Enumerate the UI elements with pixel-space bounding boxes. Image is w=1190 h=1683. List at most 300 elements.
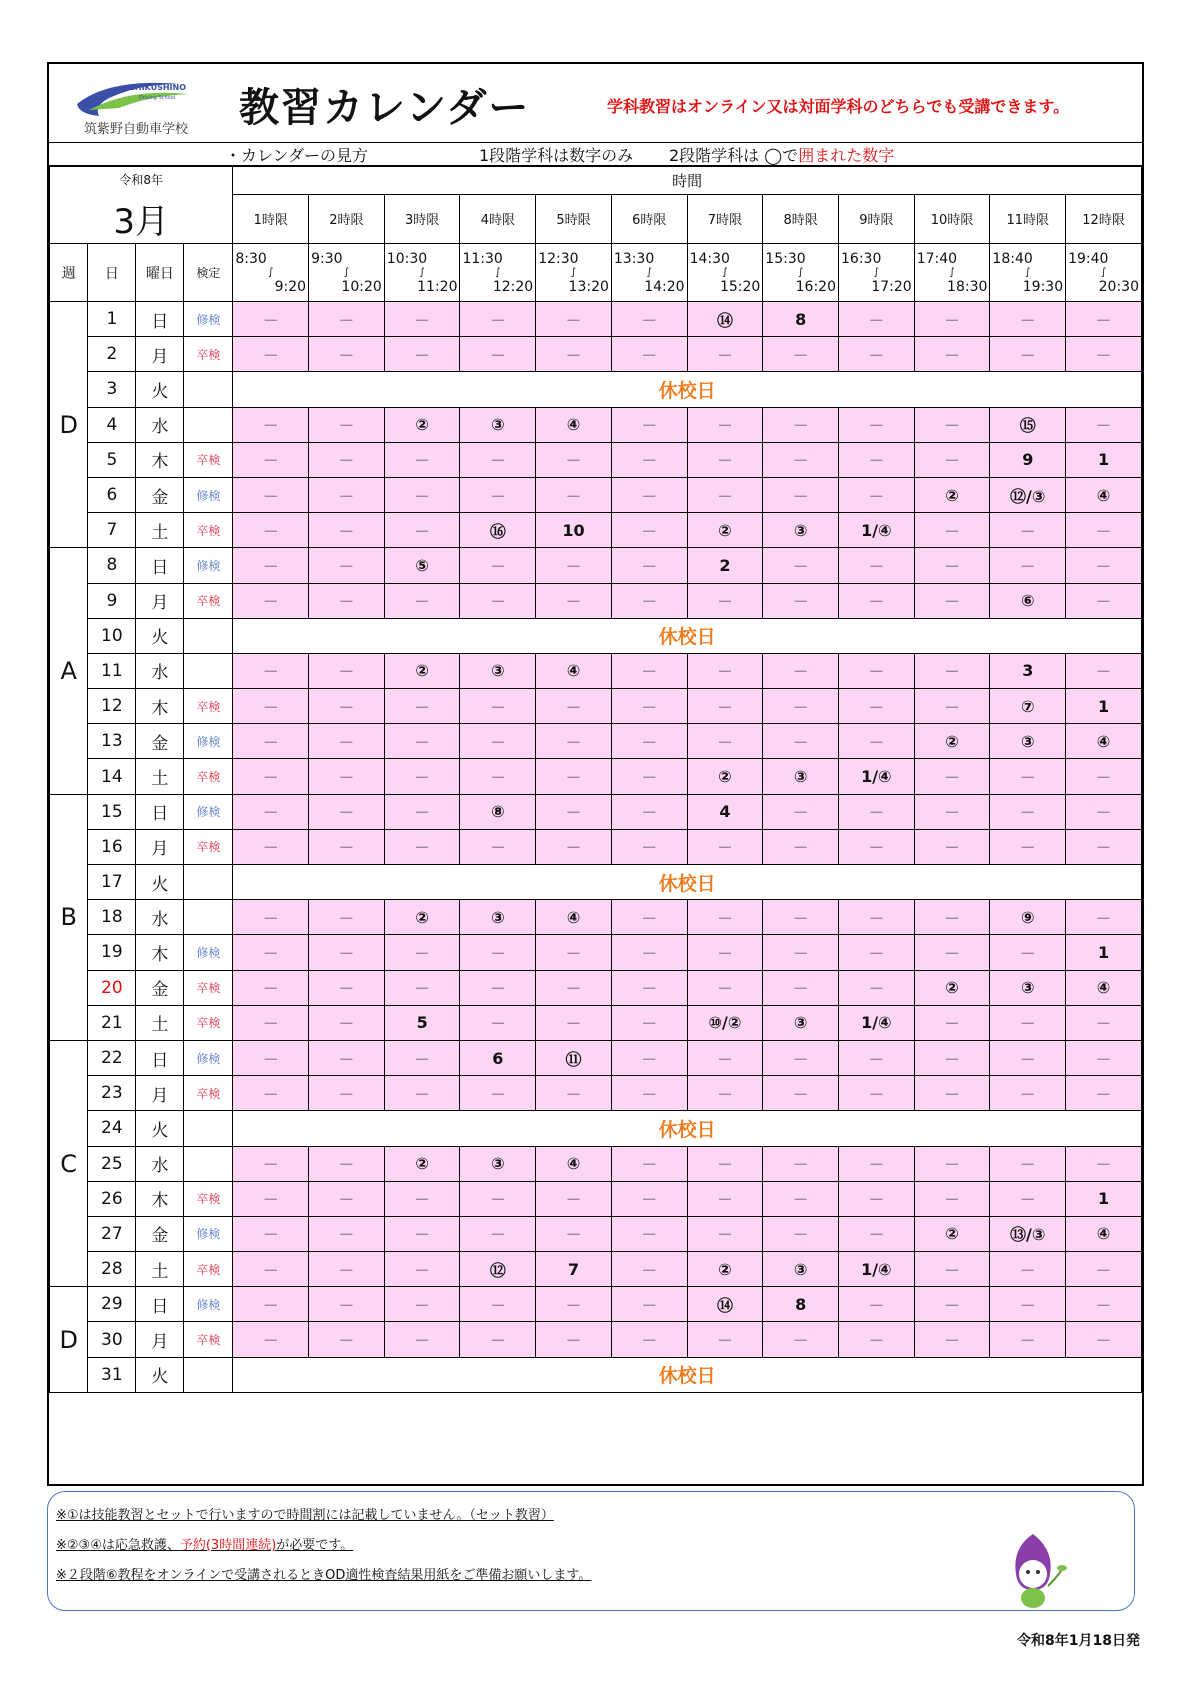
time-range-8 bbox=[763, 244, 839, 302]
week-label: B bbox=[50, 794, 88, 1040]
day-number: 16 bbox=[88, 829, 136, 864]
lesson-cell: － bbox=[460, 1287, 536, 1322]
exam-type: 卒検 bbox=[184, 759, 233, 794]
lesson-cell: － bbox=[839, 689, 915, 724]
time-tilde: ∫ bbox=[646, 266, 652, 278]
lesson-cell: － bbox=[1066, 407, 1142, 442]
lesson-cell: － bbox=[763, 829, 839, 864]
lesson-cell: － bbox=[536, 1005, 612, 1040]
lesson-cell: － bbox=[1066, 829, 1142, 864]
day-number: 21 bbox=[88, 1005, 136, 1040]
lesson-cell: － bbox=[763, 548, 839, 583]
lesson-cell: － bbox=[309, 477, 385, 512]
table-row bbox=[50, 477, 1142, 512]
lesson-cell: － bbox=[309, 653, 385, 688]
lesson-cell: － bbox=[687, 407, 763, 442]
week-label: C bbox=[50, 1040, 88, 1286]
table-row bbox=[50, 337, 1142, 372]
lesson-cell: － bbox=[839, 583, 915, 618]
footnote-2-b: が必要です。 bbox=[276, 1538, 354, 1553]
lesson-cell: － bbox=[763, 477, 839, 512]
exam-type: 卒検 bbox=[184, 829, 233, 864]
lesson-cell: ② bbox=[914, 724, 990, 759]
lesson-cell: － bbox=[914, 442, 990, 477]
col-check: 検定 bbox=[184, 244, 233, 302]
time-end: 17:20 bbox=[871, 278, 912, 295]
lesson-cell: － bbox=[1066, 900, 1142, 935]
lesson-cell: － bbox=[233, 1216, 309, 1251]
lesson-cell: ④ bbox=[1066, 1216, 1142, 1251]
era-label: 令和8年 bbox=[119, 173, 163, 187]
lesson-cell: － bbox=[839, 302, 915, 337]
lesson-cell: － bbox=[611, 724, 687, 759]
lesson-cell: 2 bbox=[687, 548, 763, 583]
lesson-cell: － bbox=[233, 1181, 309, 1216]
lesson-cell: ② bbox=[914, 970, 990, 1005]
exam-type: 修検 bbox=[184, 1040, 233, 1075]
period-header-1: 1時限 bbox=[233, 194, 309, 243]
lesson-cell: － bbox=[233, 442, 309, 477]
lesson-cell: － bbox=[233, 900, 309, 935]
lesson-cell: － bbox=[763, 583, 839, 618]
lesson-cell: － bbox=[611, 583, 687, 618]
lesson-cell: － bbox=[990, 548, 1066, 583]
time-tilde: ∫ bbox=[798, 266, 804, 278]
exam-type: 修検 bbox=[184, 302, 233, 337]
day-number: 31 bbox=[88, 1357, 136, 1392]
exam-type: 卒検 bbox=[184, 1076, 233, 1111]
day-number: 2 bbox=[88, 337, 136, 372]
exam-type: 卒検 bbox=[184, 1005, 233, 1040]
table-row bbox=[50, 1357, 1142, 1392]
lesson-cell: ③ bbox=[460, 900, 536, 935]
lesson-cell: － bbox=[687, 477, 763, 512]
lesson-cell: － bbox=[233, 759, 309, 794]
lesson-cell: － bbox=[536, 1216, 612, 1251]
lesson-cell: － bbox=[384, 302, 460, 337]
lesson-cell: － bbox=[460, 935, 536, 970]
time-end: 9:20 bbox=[274, 278, 307, 295]
exam-type: 卒検 bbox=[184, 513, 233, 548]
table-row bbox=[50, 1181, 1142, 1216]
day-of-week: 火 bbox=[136, 1357, 184, 1392]
lesson-cell: － bbox=[233, 513, 309, 548]
lesson-cell: － bbox=[309, 935, 385, 970]
exam-type bbox=[184, 372, 233, 407]
lesson-cell: － bbox=[309, 970, 385, 1005]
lesson-cell: － bbox=[536, 724, 612, 759]
exam-type bbox=[184, 407, 233, 442]
time-start: 11:30 bbox=[462, 250, 503, 267]
time-start: 13:30 bbox=[613, 250, 655, 267]
table-row bbox=[50, 935, 1142, 970]
day-of-week: 土 bbox=[136, 513, 184, 548]
table-row bbox=[50, 1040, 1142, 1075]
lesson-cell: － bbox=[384, 442, 460, 477]
lesson-cell: ⑬/③ bbox=[990, 1216, 1066, 1251]
day-of-week: 土 bbox=[136, 1252, 184, 1287]
lesson-cell: － bbox=[990, 1040, 1066, 1075]
day-of-week: 金 bbox=[136, 724, 184, 759]
lesson-cell: － bbox=[839, 1146, 915, 1181]
exam-type: 修検 bbox=[184, 724, 233, 759]
lesson-cell: － bbox=[990, 1322, 1066, 1357]
lesson-cell: 1 bbox=[1066, 1181, 1142, 1216]
lesson-cell: － bbox=[687, 653, 763, 688]
time-end: 14:20 bbox=[644, 278, 685, 295]
day-number: 18 bbox=[88, 900, 136, 935]
lesson-cell: － bbox=[611, 1146, 687, 1181]
lesson-cell: － bbox=[914, 1287, 990, 1322]
day-number: 9 bbox=[88, 583, 136, 618]
lesson-cell: － bbox=[763, 1076, 839, 1111]
exam-type: 卒検 bbox=[184, 970, 233, 1005]
lesson-cell: － bbox=[914, 900, 990, 935]
lesson-cell: － bbox=[611, 407, 687, 442]
lesson-cell: － bbox=[914, 1181, 990, 1216]
time-tilde: ∫ bbox=[570, 266, 577, 278]
lesson-cell: － bbox=[763, 935, 839, 970]
lesson-cell: ⑥ bbox=[990, 583, 1066, 618]
lesson-cell: ⑯ bbox=[460, 513, 536, 548]
lesson-cell: － bbox=[233, 407, 309, 442]
lesson-cell: ⑧ bbox=[460, 794, 536, 829]
lesson-cell: ② bbox=[384, 900, 460, 935]
lesson-cell: － bbox=[990, 1005, 1066, 1040]
lesson-cell: － bbox=[1066, 1005, 1142, 1040]
table-row bbox=[50, 513, 1142, 548]
lesson-cell: ③ bbox=[763, 759, 839, 794]
lesson-cell: － bbox=[687, 900, 763, 935]
table-row bbox=[50, 442, 1142, 477]
day-number: 7 bbox=[88, 513, 136, 548]
day-of-week: 土 bbox=[136, 759, 184, 794]
lesson-cell: － bbox=[914, 829, 990, 864]
lesson-cell: － bbox=[1066, 794, 1142, 829]
legend-stage2-prefix: 2段階学科は ◯で bbox=[669, 146, 799, 165]
day-number: 27 bbox=[88, 1216, 136, 1251]
lesson-cell: ⑮ bbox=[990, 407, 1066, 442]
lesson-cell: － bbox=[384, 724, 460, 759]
exam-type bbox=[184, 865, 233, 900]
lesson-cell: － bbox=[763, 794, 839, 829]
lesson-cell: － bbox=[536, 970, 612, 1005]
lesson-cell: － bbox=[309, 1146, 385, 1181]
lesson-cell: － bbox=[233, 1005, 309, 1040]
period-header-11: 11時限 bbox=[990, 194, 1066, 243]
lesson-cell: － bbox=[309, 759, 385, 794]
lesson-cell: － bbox=[611, 477, 687, 512]
lesson-cell: ④ bbox=[1066, 970, 1142, 1005]
lesson-cell: 6 bbox=[460, 1040, 536, 1075]
time-end: 10:20 bbox=[341, 278, 382, 295]
time-end: 12:20 bbox=[492, 278, 534, 295]
exam-type: 卒検 bbox=[184, 1322, 233, 1357]
day-number: 12 bbox=[88, 689, 136, 724]
period-header-5: 5時限 bbox=[536, 194, 612, 243]
page-title: 教習カレンダー bbox=[239, 85, 531, 131]
day-number: 23 bbox=[88, 1076, 136, 1111]
time-start: 15:30 bbox=[765, 250, 806, 267]
day-number: 30 bbox=[88, 1322, 136, 1357]
lesson-cell: － bbox=[536, 759, 612, 794]
lesson-cell: － bbox=[914, 1322, 990, 1357]
closed-day: 休校日 bbox=[233, 1357, 1142, 1392]
lesson-cell: ⑫ bbox=[460, 1252, 536, 1287]
day-of-week: 木 bbox=[136, 442, 184, 477]
exam-type bbox=[184, 1111, 233, 1146]
lesson-cell: － bbox=[611, 1181, 687, 1216]
day-number: 24 bbox=[88, 1111, 136, 1146]
day-number: 8 bbox=[88, 548, 136, 583]
lesson-cell: － bbox=[914, 513, 990, 548]
lesson-cell: － bbox=[460, 829, 536, 864]
lesson-cell: － bbox=[1066, 513, 1142, 548]
period-header-12: 12時限 bbox=[1066, 194, 1142, 243]
lesson-cell: ⑩/② bbox=[687, 1005, 763, 1040]
lesson-cell: － bbox=[309, 407, 385, 442]
day-of-week: 水 bbox=[136, 1146, 184, 1181]
lesson-cell: － bbox=[1066, 1076, 1142, 1111]
period-header-7: 7時限 bbox=[687, 194, 763, 243]
time-start: 17:40 bbox=[916, 250, 958, 267]
lesson-cell: ② bbox=[687, 1252, 763, 1287]
day-of-week: 月 bbox=[136, 583, 184, 618]
lesson-cell: － bbox=[384, 1076, 460, 1111]
day-of-week: 月 bbox=[136, 1322, 184, 1357]
lesson-cell: － bbox=[763, 1146, 839, 1181]
time-end: 11:20 bbox=[417, 278, 458, 295]
period-header-6: 6時限 bbox=[611, 194, 687, 243]
day-number: 4 bbox=[88, 407, 136, 442]
lesson-cell: － bbox=[611, 653, 687, 688]
lesson-cell: － bbox=[763, 653, 839, 688]
lesson-cell: － bbox=[763, 407, 839, 442]
lesson-cell: 8 bbox=[763, 302, 839, 337]
lesson-cell: ③ bbox=[990, 970, 1066, 1005]
time-range-12 bbox=[1066, 244, 1142, 302]
lesson-cell: － bbox=[536, 935, 612, 970]
day-number: 17 bbox=[88, 865, 136, 900]
day-of-week: 日 bbox=[136, 548, 184, 583]
lesson-cell: － bbox=[460, 1181, 536, 1216]
lesson-cell: － bbox=[687, 1181, 763, 1216]
lesson-cell: ③ bbox=[460, 1146, 536, 1181]
exam-type bbox=[184, 1357, 233, 1392]
lesson-cell: ② bbox=[914, 477, 990, 512]
lesson-cell: 4 bbox=[687, 794, 763, 829]
day-of-week: 火 bbox=[136, 1111, 184, 1146]
day-of-week: 金 bbox=[136, 477, 184, 512]
lesson-cell: ⑫/③ bbox=[990, 477, 1066, 512]
lesson-cell: ② bbox=[384, 407, 460, 442]
table-row bbox=[50, 865, 1142, 900]
footnote-2-red: 予約(3時間連続) bbox=[179, 1538, 277, 1553]
lesson-cell: － bbox=[914, 583, 990, 618]
day-number: 5 bbox=[88, 442, 136, 477]
lesson-cell: － bbox=[914, 1076, 990, 1111]
time-start: 9:30 bbox=[311, 250, 343, 267]
day-number: 1 bbox=[88, 302, 136, 337]
time-end: 15:20 bbox=[719, 278, 761, 295]
day-of-week: 木 bbox=[136, 935, 184, 970]
lesson-cell: － bbox=[309, 900, 385, 935]
lesson-cell: － bbox=[611, 442, 687, 477]
day-of-week: 日 bbox=[136, 1287, 184, 1322]
lesson-cell: － bbox=[990, 794, 1066, 829]
day-number: 14 bbox=[88, 759, 136, 794]
day-of-week: 金 bbox=[136, 1216, 184, 1251]
lesson-cell: － bbox=[309, 1005, 385, 1040]
table-row bbox=[50, 1111, 1142, 1146]
lesson-cell: － bbox=[536, 477, 612, 512]
lesson-cell: ⑭ bbox=[687, 1287, 763, 1322]
lesson-cell: － bbox=[536, 548, 612, 583]
lesson-cell: － bbox=[990, 1146, 1066, 1181]
day-of-week: 日 bbox=[136, 1040, 184, 1075]
lesson-cell: － bbox=[309, 1287, 385, 1322]
lesson-cell: － bbox=[990, 1076, 1066, 1111]
lesson-cell: － bbox=[233, 1287, 309, 1322]
lesson-cell: － bbox=[763, 1216, 839, 1251]
lesson-cell: － bbox=[914, 1252, 990, 1287]
exam-type bbox=[184, 618, 233, 653]
lesson-cell: － bbox=[914, 1146, 990, 1181]
lesson-cell: － bbox=[460, 1216, 536, 1251]
lesson-cell: － bbox=[1066, 583, 1142, 618]
time-end: 20:30 bbox=[1098, 278, 1139, 295]
lesson-cell: － bbox=[384, 829, 460, 864]
legend-how-to: ・カレンダーの見方 bbox=[225, 146, 368, 165]
lesson-cell: － bbox=[990, 337, 1066, 372]
table-row bbox=[50, 759, 1142, 794]
lesson-cell: － bbox=[233, 794, 309, 829]
lesson-cell: － bbox=[687, 1322, 763, 1357]
lesson-cell: － bbox=[536, 583, 612, 618]
lesson-cell: 1/④ bbox=[839, 513, 915, 548]
time-tilde: ∫ bbox=[343, 266, 350, 278]
lesson-cell: － bbox=[687, 935, 763, 970]
lesson-cell: － bbox=[309, 794, 385, 829]
lesson-cell: － bbox=[839, 1287, 915, 1322]
exam-type bbox=[184, 1146, 233, 1181]
lesson-cell: － bbox=[611, 1040, 687, 1075]
lesson-cell: － bbox=[460, 970, 536, 1005]
time-range-1 bbox=[233, 244, 309, 302]
lesson-cell: － bbox=[309, 337, 385, 372]
lesson-cell: 8 bbox=[763, 1287, 839, 1322]
lesson-cell: － bbox=[233, 1252, 309, 1287]
time-tilde: ∫ bbox=[1100, 266, 1107, 278]
time-end: 13:20 bbox=[568, 278, 609, 295]
exam-type: 卒検 bbox=[184, 337, 233, 372]
lesson-cell: － bbox=[839, 477, 915, 512]
lesson-cell: － bbox=[309, 689, 385, 724]
lesson-cell: － bbox=[611, 829, 687, 864]
lesson-cell: 1 bbox=[1066, 935, 1142, 970]
footnote-2 bbox=[56, 1534, 353, 1553]
day-of-week: 水 bbox=[136, 653, 184, 688]
lesson-cell: 5 bbox=[384, 1005, 460, 1040]
lesson-cell: － bbox=[839, 829, 915, 864]
lesson-cell: － bbox=[233, 477, 309, 512]
day-of-week: 木 bbox=[136, 689, 184, 724]
table-row bbox=[50, 1005, 1142, 1040]
lesson-cell: ③ bbox=[763, 513, 839, 548]
lesson-cell: － bbox=[839, 1076, 915, 1111]
closed-day: 休校日 bbox=[233, 1111, 1142, 1146]
legend-stage1: 1段階学科は数字のみ bbox=[479, 146, 634, 165]
lesson-cell: － bbox=[611, 1216, 687, 1251]
lesson-cell: － bbox=[687, 442, 763, 477]
lesson-cell: ④ bbox=[536, 1146, 612, 1181]
lesson-cell: － bbox=[460, 759, 536, 794]
lesson-cell: － bbox=[990, 935, 1066, 970]
lesson-cell: 3 bbox=[990, 653, 1066, 688]
day-number: 26 bbox=[88, 1181, 136, 1216]
lesson-cell: － bbox=[687, 724, 763, 759]
lesson-cell: 1 bbox=[1066, 689, 1142, 724]
table-row bbox=[50, 1252, 1142, 1287]
lesson-cell: － bbox=[1066, 302, 1142, 337]
lesson-cell: ④ bbox=[536, 900, 612, 935]
lesson-cell: － bbox=[1066, 1287, 1142, 1322]
lesson-cell: － bbox=[384, 513, 460, 548]
time-end: 16:20 bbox=[795, 278, 836, 295]
calendar-frame bbox=[47, 62, 1144, 1486]
lesson-cell: ④ bbox=[1066, 724, 1142, 759]
exam-type: 卒検 bbox=[184, 583, 233, 618]
lesson-cell: － bbox=[914, 1040, 990, 1075]
lesson-cell: － bbox=[839, 794, 915, 829]
lesson-cell: ③ bbox=[990, 724, 1066, 759]
lesson-cell: － bbox=[611, 1252, 687, 1287]
exam-type bbox=[184, 900, 233, 935]
logo-sub: Driving School bbox=[139, 95, 176, 101]
lesson-cell: － bbox=[611, 900, 687, 935]
time-start: 14:30 bbox=[689, 250, 730, 267]
table-row bbox=[50, 1146, 1142, 1181]
lesson-cell: － bbox=[309, 1252, 385, 1287]
table-row bbox=[50, 618, 1142, 653]
lesson-cell: － bbox=[384, 970, 460, 1005]
exam-type: 修検 bbox=[184, 1287, 233, 1322]
lesson-cell: － bbox=[611, 337, 687, 372]
lesson-cell: ③ bbox=[763, 1252, 839, 1287]
time-tilde: ∫ bbox=[949, 266, 955, 278]
lesson-cell: － bbox=[536, 1181, 612, 1216]
col-week: 週 bbox=[50, 244, 88, 302]
lesson-cell: － bbox=[460, 1076, 536, 1111]
lesson-cell: － bbox=[687, 1076, 763, 1111]
time-start: 8:30 bbox=[235, 250, 267, 267]
time-tilde: ∫ bbox=[722, 266, 728, 278]
table-row bbox=[50, 372, 1142, 407]
closed-day: 休校日 bbox=[233, 372, 1142, 407]
lesson-cell: － bbox=[763, 970, 839, 1005]
day-of-week: 土 bbox=[136, 1005, 184, 1040]
lesson-cell: － bbox=[914, 1005, 990, 1040]
lesson-cell: － bbox=[536, 302, 612, 337]
lesson-cell: － bbox=[914, 759, 990, 794]
lesson-cell: － bbox=[839, 653, 915, 688]
lesson-cell: 9 bbox=[990, 442, 1066, 477]
lesson-cell: － bbox=[763, 689, 839, 724]
day-of-week: 水 bbox=[136, 407, 184, 442]
lesson-cell: － bbox=[384, 1181, 460, 1216]
lesson-cell: ④ bbox=[536, 653, 612, 688]
exam-type: 修検 bbox=[184, 548, 233, 583]
